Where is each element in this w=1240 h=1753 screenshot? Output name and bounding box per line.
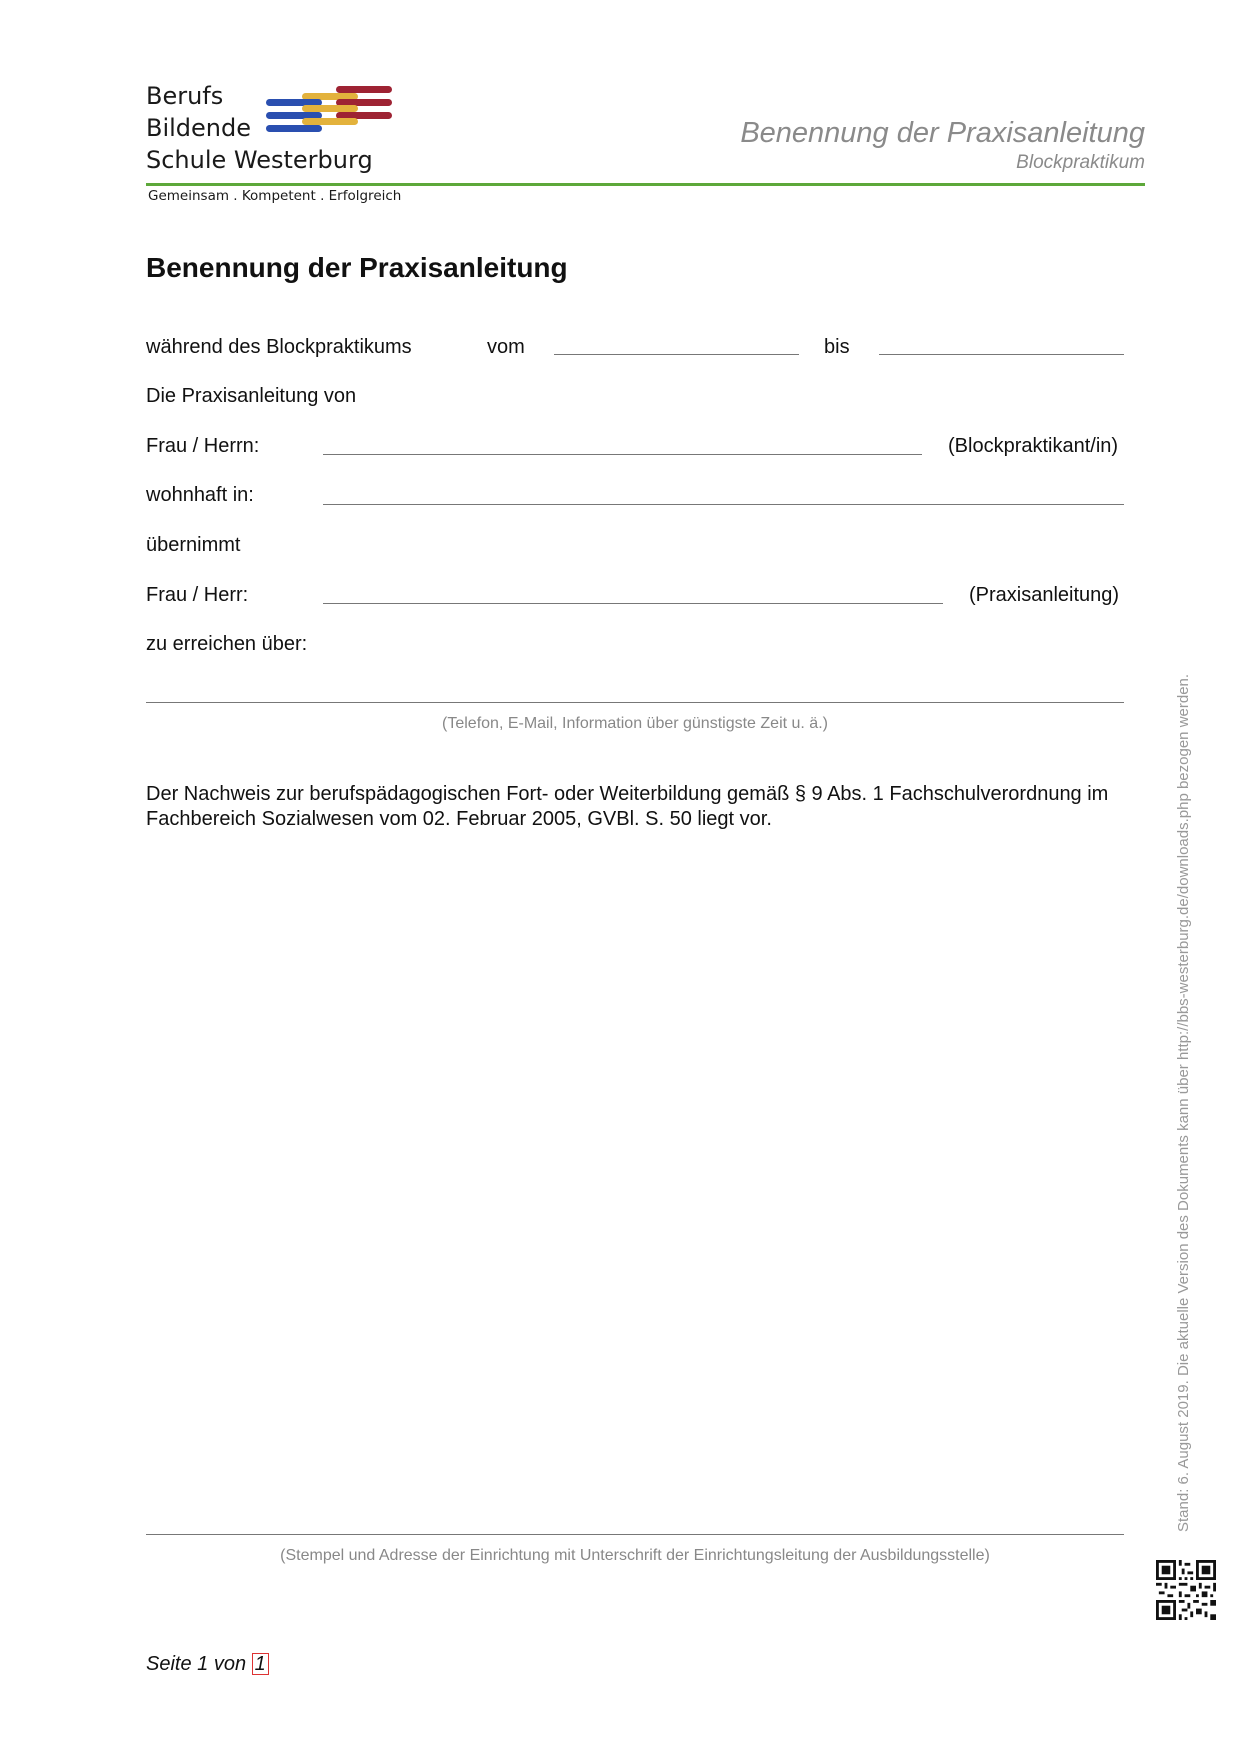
logo-tagline: Gemeinsam . Kompetent . Erfolgreich bbox=[148, 188, 402, 204]
takes-over-text: übernimmt bbox=[146, 534, 241, 556]
logo-bar-red-1 bbox=[336, 86, 392, 93]
header-subtitle: Blockpraktikum bbox=[1016, 152, 1145, 173]
logo-line-3: Schule Westerburg bbox=[146, 146, 373, 174]
qr-code-icon bbox=[1156, 1560, 1216, 1620]
contact-label: zu erreichen über: bbox=[146, 633, 308, 655]
stamp-hint: (Stempel und Adresse der Einrichtung mit Unterschrift der Einrichtungsleitung der Ausbildungsstelle) bbox=[280, 1547, 990, 1564]
student-label: Frau / Herrn: bbox=[146, 435, 260, 457]
stamp-signature-field[interactable] bbox=[146, 1534, 1124, 1535]
logo-line-1: Berufs bbox=[146, 82, 224, 110]
logo-bar-gold-2 bbox=[302, 105, 358, 112]
mentor-label: Frau / Herr: bbox=[146, 584, 249, 606]
contact-hint: (Telefon, E-Mail, Information über günstigste Zeit u. ä.) bbox=[442, 715, 828, 732]
intro-text: Die Praxisanleitung von bbox=[146, 385, 357, 407]
logo-bar-blue-3 bbox=[266, 125, 322, 132]
student-name-field[interactable] bbox=[323, 454, 922, 455]
from-label: vom bbox=[487, 336, 525, 358]
residence-field[interactable] bbox=[323, 504, 1124, 505]
header-divider bbox=[146, 183, 1145, 186]
contact-field[interactable] bbox=[146, 702, 1124, 703]
page-title: Benennung der Praxisanleitung bbox=[146, 252, 568, 283]
logo-bar-gold-3 bbox=[302, 118, 358, 125]
to-label: bis bbox=[824, 336, 850, 358]
mentor-name-field[interactable] bbox=[323, 603, 943, 604]
page-total-link[interactable]: 1 bbox=[252, 1653, 269, 1675]
header-title: Benennung der Praxisanleitung bbox=[740, 117, 1145, 149]
mentor-suffix: (Praxisanleitung) bbox=[969, 584, 1120, 606]
to-date-field[interactable] bbox=[879, 354, 1124, 355]
page-number bbox=[146, 1653, 269, 1676]
logo-bars-graphic bbox=[262, 84, 396, 140]
student-suffix: (Blockpraktikant/in) bbox=[948, 435, 1119, 457]
residence-label: wohnhaft in: bbox=[146, 484, 254, 506]
page-number-prefix: Seite 1 von bbox=[146, 1653, 247, 1675]
version-note: Stand: 6. August 2019. Die aktuelle Version des Dokuments kann über http://bbs-westerburg.de/downloads.php bezogen werden. bbox=[1175, 673, 1192, 1532]
period-label: während des Blockpraktikums bbox=[146, 336, 412, 358]
logo-line-2: Bildende bbox=[146, 114, 252, 142]
from-date-field[interactable] bbox=[554, 354, 799, 355]
proof-paragraph: Der Nachweis zur berufspädagogischen Fort- oder Weiterbildung gemäß § 9 Abs. 1 Fachschulverordnung im Fachbereich Sozialwesen vom 02. Februar 2005, GVBl. S. 50 liegt vor. bbox=[146, 783, 1109, 830]
